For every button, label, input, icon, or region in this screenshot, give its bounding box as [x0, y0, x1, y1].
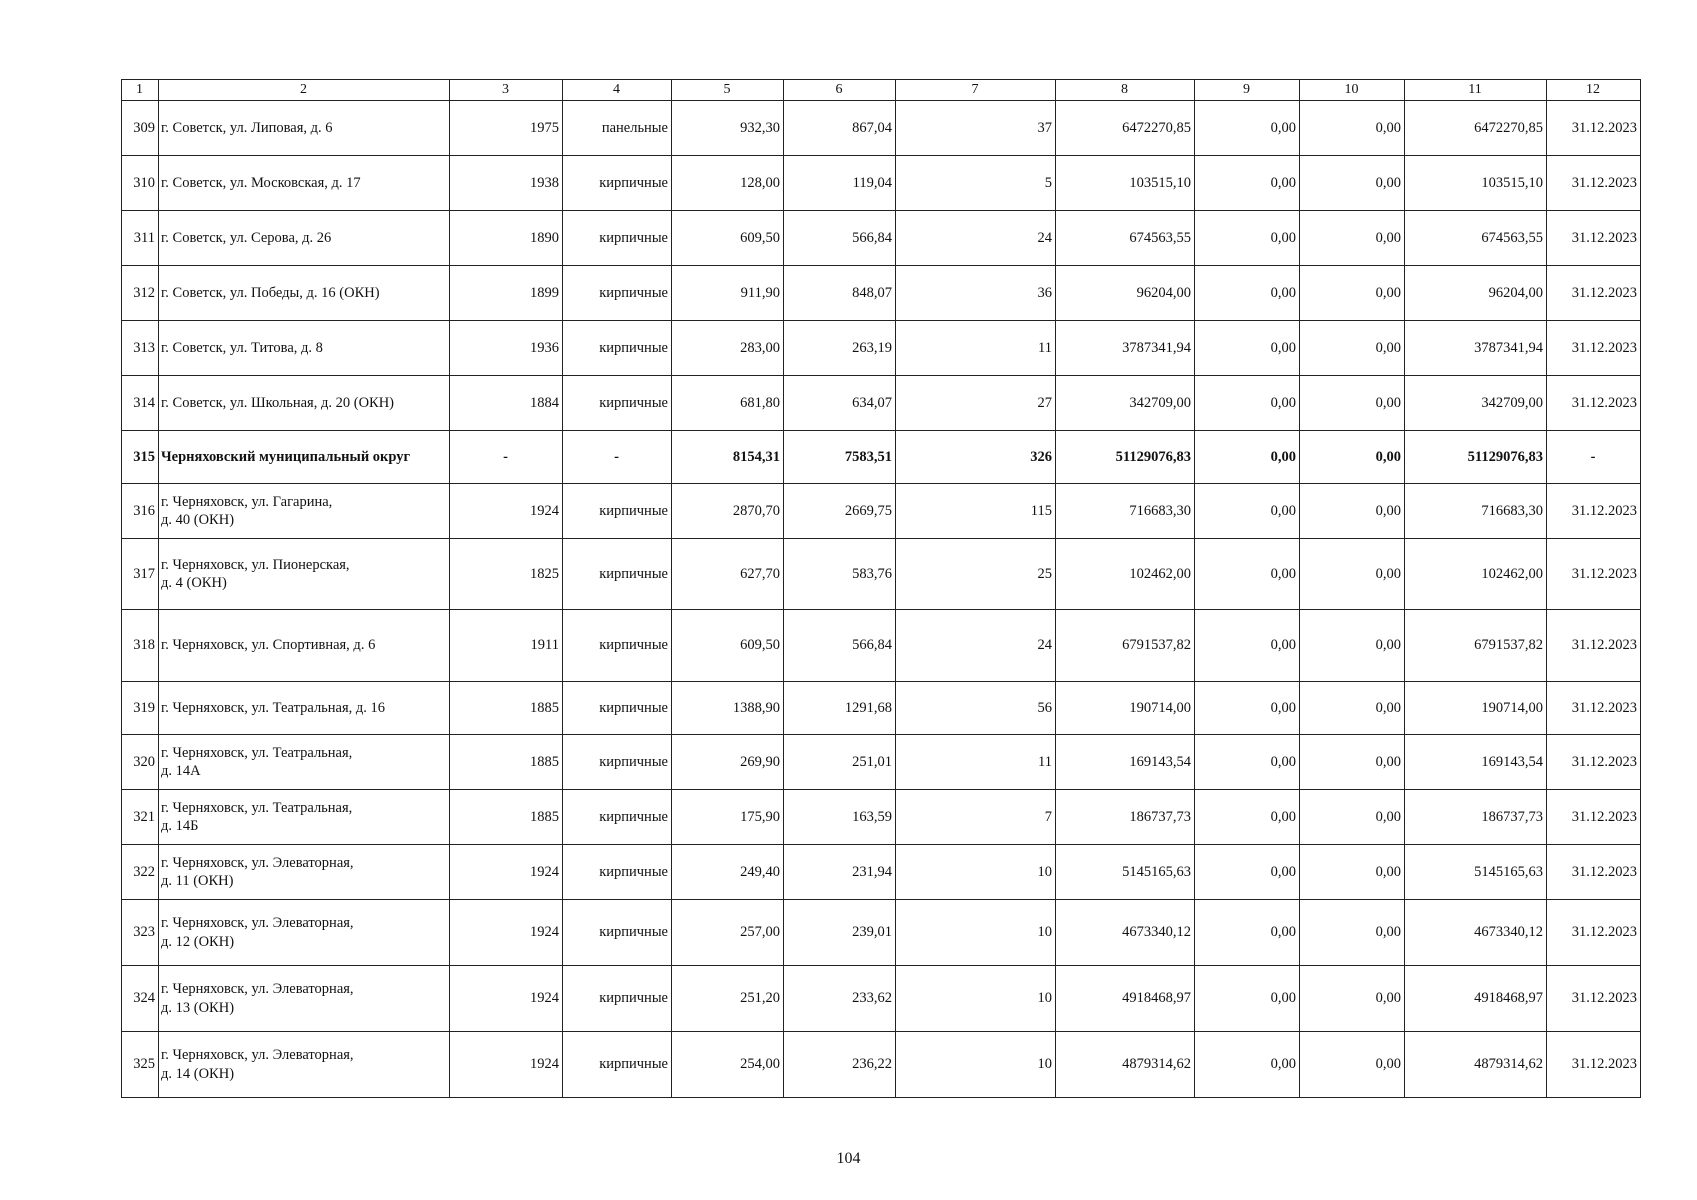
address-line: д. 4 (ОКН) [161, 575, 227, 591]
address-line: г. Советск, ул. Серова, д. 26 [161, 229, 332, 246]
living-area-cell: 239,01 [784, 900, 896, 966]
total-area-cell: 2870,70 [672, 484, 784, 539]
table-row [122, 156, 1641, 211]
column-header: 1 [122, 80, 159, 101]
total-cost-cell: 4879314,62 [1056, 1032, 1195, 1098]
wall-material-cell: кирпичные [563, 321, 672, 376]
year-built-cell: 1899 [450, 266, 563, 321]
row-index-cell: 313 [122, 321, 159, 376]
deadline-date-cell: 31.12.2023 [1547, 321, 1641, 376]
address-line: д. 14А [161, 763, 201, 779]
column-11-cell: 6791537,82 [1405, 610, 1547, 682]
deadline-date-cell: 31.12.2023 [1547, 376, 1641, 431]
deadline-date-cell: 31.12.2023 [1547, 845, 1641, 900]
address-line: д. 40 (ОКН) [161, 512, 235, 528]
column-9-cell: 0,00 [1195, 376, 1300, 431]
total-area-cell: 932,30 [672, 101, 784, 156]
address-cell [159, 610, 450, 682]
column-10-cell: 0,00 [1300, 431, 1405, 484]
address-cell [159, 966, 450, 1032]
column-9-cell: 0,00 [1195, 966, 1300, 1032]
address-line: г. Советск, ул. Московская, д. 17 [161, 174, 361, 191]
year-built-cell: 1885 [450, 682, 563, 735]
column-11-cell: 51129076,83 [1405, 431, 1547, 484]
row-index-cell: 320 [122, 735, 159, 790]
address-line: г. Советск, ул. Школьная, д. 20 (ОКН) [161, 394, 395, 411]
column-10-cell: 0,00 [1300, 484, 1405, 539]
table-body [122, 101, 1641, 1098]
residents-count-cell: 10 [896, 1032, 1056, 1098]
column-9-cell: 0,00 [1195, 1032, 1300, 1098]
table-row [122, 610, 1641, 682]
column-9-cell: 0,00 [1195, 539, 1300, 610]
address-line: д. 11 (ОКН) [161, 873, 234, 889]
column-9-cell: 0,00 [1195, 484, 1300, 539]
total-area-cell: 128,00 [672, 156, 784, 211]
column-10-cell: 0,00 [1300, 610, 1405, 682]
column-9-cell: 0,00 [1195, 431, 1300, 484]
column-11-cell: 3787341,94 [1405, 321, 1547, 376]
living-area-cell: 263,19 [784, 321, 896, 376]
address-line: д. 14 (ОКН) [161, 1065, 235, 1082]
residents-count-cell: 11 [896, 321, 1056, 376]
column-10-cell: 0,00 [1300, 900, 1405, 966]
year-built-cell: 1936 [450, 321, 563, 376]
table-row [122, 376, 1641, 431]
total-area-cell: 269,90 [672, 735, 784, 790]
address-line: г. Черняховск, ул. Спортивная, д. 6 [161, 637, 376, 654]
row-index-cell: 323 [122, 900, 159, 966]
total-area-cell: 8154,31 [672, 431, 784, 484]
total-cost-cell: 6791537,82 [1056, 610, 1195, 682]
row-index-cell: 321 [122, 790, 159, 845]
living-area-cell: 583,76 [784, 539, 896, 610]
wall-material-cell: кирпичные [563, 211, 672, 266]
address-cell [159, 321, 450, 376]
row-index-cell: 325 [122, 1032, 159, 1098]
column-9-cell: 0,00 [1195, 900, 1300, 966]
year-built-cell: 1884 [450, 376, 563, 431]
total-cost-cell: 6472270,85 [1056, 101, 1195, 156]
address-cell [159, 845, 450, 900]
column-9-cell: 0,00 [1195, 790, 1300, 845]
total-cost-cell: 51129076,83 [1056, 431, 1195, 484]
wall-material-cell: кирпичные [563, 539, 672, 610]
table-row [122, 101, 1641, 156]
housing-registry-table [121, 79, 1641, 1098]
column-10-cell: 0,00 [1300, 376, 1405, 431]
column-9-cell: 0,00 [1195, 211, 1300, 266]
deadline-date-cell: 31.12.2023 [1547, 539, 1641, 610]
wall-material-cell: кирпичные [563, 1032, 672, 1098]
residents-count-cell: 24 [896, 610, 1056, 682]
column-9-cell: 0,00 [1195, 101, 1300, 156]
address-cell [159, 484, 450, 539]
living-area-cell: 566,84 [784, 211, 896, 266]
deadline-date-cell: 31.12.2023 [1547, 610, 1641, 682]
year-built-cell: 1924 [450, 845, 563, 900]
address-line: г. Черняховск, ул. Театральная, [161, 744, 353, 761]
living-area-cell: 634,07 [784, 376, 896, 431]
column-11-cell: 674563,55 [1405, 211, 1547, 266]
total-area-cell: 249,40 [672, 845, 784, 900]
total-area-cell: 1388,90 [672, 682, 784, 735]
row-index-cell: 311 [122, 211, 159, 266]
wall-material-cell: кирпичные [563, 682, 672, 735]
year-built-cell: 1938 [450, 156, 563, 211]
row-index-cell: 324 [122, 966, 159, 1032]
table-row [122, 790, 1641, 845]
deadline-date-cell: 31.12.2023 [1547, 966, 1641, 1032]
total-area-cell: 175,90 [672, 790, 784, 845]
living-area-cell: 236,22 [784, 1032, 896, 1098]
address-cell [159, 156, 450, 211]
living-area-cell: 163,59 [784, 790, 896, 845]
column-9-cell: 0,00 [1195, 610, 1300, 682]
living-area-cell: 233,62 [784, 966, 896, 1032]
total-cost-cell: 674563,55 [1056, 211, 1195, 266]
table-row [122, 1032, 1641, 1098]
wall-material-cell: - [563, 431, 672, 484]
total-cost-cell: 342709,00 [1056, 376, 1195, 431]
column-10-cell: 0,00 [1300, 156, 1405, 211]
residents-count-cell: 10 [896, 845, 1056, 900]
deadline-date-cell: - [1547, 431, 1641, 484]
column-10-cell: 0,00 [1300, 845, 1405, 900]
residents-count-cell: 27 [896, 376, 1056, 431]
total-cost-cell: 102462,00 [1056, 539, 1195, 610]
wall-material-cell: кирпичные [563, 900, 672, 966]
table-row [122, 966, 1641, 1032]
year-built-cell: 1924 [450, 966, 563, 1032]
column-10-cell: 0,00 [1300, 790, 1405, 845]
column-9-cell: 0,00 [1195, 735, 1300, 790]
residents-count-cell: 24 [896, 211, 1056, 266]
total-area-cell: 627,70 [672, 539, 784, 610]
address-cell [159, 101, 450, 156]
column-11-cell: 103515,10 [1405, 156, 1547, 211]
wall-material-cell: панельные [563, 101, 672, 156]
address-cell [159, 790, 450, 845]
living-area-cell: 848,07 [784, 266, 896, 321]
residents-count-cell: 7 [896, 790, 1056, 845]
column-11-cell: 169143,54 [1405, 735, 1547, 790]
address-line: г. Черняховск, ул. Гагарина, [161, 493, 333, 510]
table-row [122, 539, 1641, 610]
address-cell [159, 539, 450, 610]
residents-count-cell: 115 [896, 484, 1056, 539]
column-11-cell: 186737,73 [1405, 790, 1547, 845]
column-11-cell: 342709,00 [1405, 376, 1547, 431]
address-line: Черняховский муниципальный округ [161, 448, 411, 465]
wall-material-cell: кирпичные [563, 610, 672, 682]
column-11-cell: 716683,30 [1405, 484, 1547, 539]
residents-count-cell: 36 [896, 266, 1056, 321]
column-11-cell: 102462,00 [1405, 539, 1547, 610]
column-header: 7 [896, 80, 1056, 101]
wall-material-cell: кирпичные [563, 966, 672, 1032]
total-area-cell: 609,50 [672, 610, 784, 682]
year-built-cell: 1975 [450, 101, 563, 156]
address-line: г. Черняховск, ул. Элеваторная, [161, 981, 354, 998]
column-header: 3 [450, 80, 563, 101]
column-10-cell: 0,00 [1300, 266, 1405, 321]
address-cell [159, 376, 450, 431]
column-10-cell: 0,00 [1300, 735, 1405, 790]
column-11-cell: 190714,00 [1405, 682, 1547, 735]
column-9-cell: 0,00 [1195, 156, 1300, 211]
address-cell [159, 900, 450, 966]
column-9-cell: 0,00 [1195, 682, 1300, 735]
row-index-cell: 310 [122, 156, 159, 211]
total-area-cell: 609,50 [672, 211, 784, 266]
table-row [122, 321, 1641, 376]
address-line: г. Черняховск, ул. Пионерская, [161, 556, 350, 573]
table-row [122, 735, 1641, 790]
wall-material-cell: кирпичные [563, 735, 672, 790]
column-10-cell: 0,00 [1300, 321, 1405, 376]
residents-count-cell: 25 [896, 539, 1056, 610]
deadline-date-cell: 31.12.2023 [1547, 101, 1641, 156]
address-line: г. Черняховск, ул. Театральная, д. 16 [161, 699, 386, 716]
deadline-date-cell: 31.12.2023 [1547, 900, 1641, 966]
living-area-cell: 251,01 [784, 735, 896, 790]
deadline-date-cell: 31.12.2023 [1547, 156, 1641, 211]
address-line: г. Советск, ул. Липовая, д. 6 [161, 119, 333, 136]
column-number-header-row [122, 80, 1641, 101]
column-11-cell: 6472270,85 [1405, 101, 1547, 156]
total-cost-cell: 186737,73 [1056, 790, 1195, 845]
wall-material-cell: кирпичные [563, 484, 672, 539]
address-cell [159, 1032, 450, 1098]
address-cell [159, 211, 450, 266]
year-built-cell: 1885 [450, 735, 563, 790]
row-index-cell: 309 [122, 101, 159, 156]
total-cost-cell: 190714,00 [1056, 682, 1195, 735]
row-index-cell: 314 [122, 376, 159, 431]
column-11-cell: 4918468,97 [1405, 966, 1547, 1032]
living-area-cell: 566,84 [784, 610, 896, 682]
address-line: г. Советск, ул. Титова, д. 8 [161, 339, 323, 356]
column-10-cell: 0,00 [1300, 539, 1405, 610]
year-built-cell: 1885 [450, 790, 563, 845]
deadline-date-cell: 31.12.2023 [1547, 735, 1641, 790]
residents-count-cell: 5 [896, 156, 1056, 211]
living-area-cell: 231,94 [784, 845, 896, 900]
page-number: 104 [836, 1150, 861, 1167]
address-line: г. Черняховск, ул. Элеваторная, [161, 854, 354, 871]
column-header: 9 [1195, 80, 1300, 101]
column-11-cell: 4673340,12 [1405, 900, 1547, 966]
address-cell [159, 266, 450, 321]
address-line: г. Черняховск, ул. Элеваторная, [161, 1047, 354, 1064]
deadline-date-cell: 31.12.2023 [1547, 682, 1641, 735]
address-cell [159, 735, 450, 790]
total-area-cell: 681,80 [672, 376, 784, 431]
residents-count-cell: 10 [896, 900, 1056, 966]
residents-count-cell: 11 [896, 735, 1056, 790]
table-row [122, 484, 1641, 539]
wall-material-cell: кирпичные [563, 790, 672, 845]
year-built-cell: 1825 [450, 539, 563, 610]
column-10-cell: 0,00 [1300, 966, 1405, 1032]
address-line: д. 14Б [161, 818, 199, 834]
row-index-cell: 317 [122, 539, 159, 610]
address-line: г. Советск, ул. Победы, д. 16 (ОКН) [161, 284, 380, 301]
column-11-cell: 5145165,63 [1405, 845, 1547, 900]
address-line: г. Черняховск, ул. Элеваторная, [161, 915, 354, 932]
row-index-cell: 319 [122, 682, 159, 735]
total-cost-cell: 716683,30 [1056, 484, 1195, 539]
column-header: 4 [563, 80, 672, 101]
living-area-cell: 1291,68 [784, 682, 896, 735]
year-built-cell: 1924 [450, 900, 563, 966]
total-area-cell: 911,90 [672, 266, 784, 321]
table-row [122, 211, 1641, 266]
living-area-cell: 2669,75 [784, 484, 896, 539]
row-index-cell: 318 [122, 610, 159, 682]
column-9-cell: 0,00 [1195, 845, 1300, 900]
table-row [122, 845, 1641, 900]
total-cost-cell: 3787341,94 [1056, 321, 1195, 376]
column-header: 11 [1405, 80, 1547, 101]
deadline-date-cell: 31.12.2023 [1547, 211, 1641, 266]
total-cost-cell: 4918468,97 [1056, 966, 1195, 1032]
total-area-cell: 251,20 [672, 966, 784, 1032]
column-9-cell: 0,00 [1195, 321, 1300, 376]
total-cost-cell: 169143,54 [1056, 735, 1195, 790]
deadline-date-cell: 31.12.2023 [1547, 266, 1641, 321]
column-10-cell: 0,00 [1300, 1032, 1405, 1098]
table-row [122, 266, 1641, 321]
year-built-cell: 1890 [450, 211, 563, 266]
residents-count-cell: 326 [896, 431, 1056, 484]
column-10-cell: 0,00 [1300, 101, 1405, 156]
address-cell [159, 682, 450, 735]
living-area-cell: 119,04 [784, 156, 896, 211]
address-line: г. Черняховск, ул. Театральная, [161, 799, 353, 816]
table-row [122, 431, 1641, 484]
column-header: 6 [784, 80, 896, 101]
row-index-cell: 316 [122, 484, 159, 539]
total-cost-cell: 103515,10 [1056, 156, 1195, 211]
table-row [122, 900, 1641, 966]
address-cell [159, 431, 450, 484]
wall-material-cell: кирпичные [563, 376, 672, 431]
row-index-cell: 312 [122, 266, 159, 321]
residents-count-cell: 10 [896, 966, 1056, 1032]
year-built-cell: 1924 [450, 484, 563, 539]
living-area-cell: 867,04 [784, 101, 896, 156]
total-area-cell: 254,00 [672, 1032, 784, 1098]
address-line: д. 13 (ОКН) [161, 999, 235, 1016]
year-built-cell: - [450, 431, 563, 484]
column-10-cell: 0,00 [1300, 682, 1405, 735]
column-11-cell: 4879314,62 [1405, 1032, 1547, 1098]
residents-count-cell: 37 [896, 101, 1056, 156]
wall-material-cell: кирпичные [563, 845, 672, 900]
wall-material-cell: кирпичные [563, 266, 672, 321]
column-header: 12 [1547, 80, 1641, 101]
total-cost-cell: 4673340,12 [1056, 900, 1195, 966]
column-11-cell: 96204,00 [1405, 266, 1547, 321]
total-cost-cell: 96204,00 [1056, 266, 1195, 321]
deadline-date-cell: 31.12.2023 [1547, 484, 1641, 539]
row-index-cell: 322 [122, 845, 159, 900]
total-area-cell: 283,00 [672, 321, 784, 376]
address-line: д. 12 (ОКН) [161, 933, 235, 950]
row-index-cell: 315 [122, 431, 159, 484]
residents-count-cell: 56 [896, 682, 1056, 735]
table-row [122, 682, 1641, 735]
column-header: 8 [1056, 80, 1195, 101]
column-header: 10 [1300, 80, 1405, 101]
column-header: 2 [159, 80, 450, 101]
column-header: 5 [672, 80, 784, 101]
deadline-date-cell: 31.12.2023 [1547, 790, 1641, 845]
total-cost-cell: 5145165,63 [1056, 845, 1195, 900]
year-built-cell: 1924 [450, 1032, 563, 1098]
living-area-cell: 7583,51 [784, 431, 896, 484]
total-area-cell: 257,00 [672, 900, 784, 966]
column-9-cell: 0,00 [1195, 266, 1300, 321]
column-10-cell: 0,00 [1300, 211, 1405, 266]
deadline-date-cell: 31.12.2023 [1547, 1032, 1641, 1098]
year-built-cell: 1911 [450, 610, 563, 682]
wall-material-cell: кирпичные [563, 156, 672, 211]
